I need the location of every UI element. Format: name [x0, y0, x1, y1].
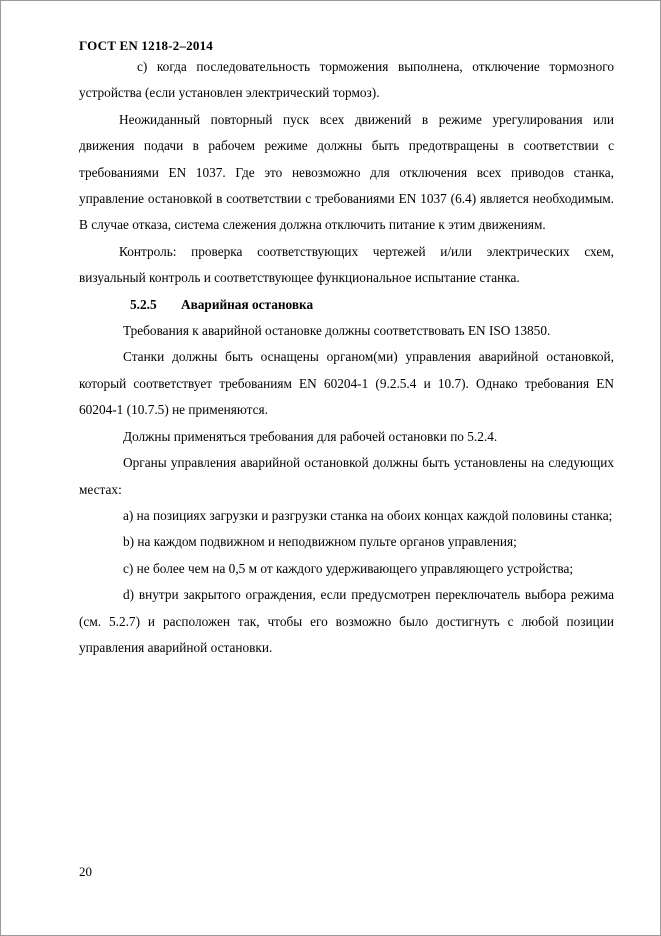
list-item: c) не более чем на 0,5 м от каждого удерживающего управляющего устройства;: [123, 560, 574, 576]
paragraph-locations-intro: Органы управления аварийной остановкой должны быть установлены на следующих местах:: [79, 455, 614, 497]
paragraph-requirements: Требования к аварийной остановке должны соответствовать EN ISO 13850.: [123, 323, 551, 339]
section-heading: [79, 292, 614, 318]
page-number: 20: [79, 864, 92, 879]
paragraph-verification: Контроль: проверка соответствующих чертежей и/или электрических схем, визуальный контроль и соответствующее функциональное испытание станка.: [79, 243, 614, 286]
section-title: Аварийная остановка: [181, 296, 314, 312]
paragraph-emergency-controls: Станки должны быть оснащены органом(ми) управления аварийной остановкой, который соответствует требованиям EN 60204-1 (9.2.5.4 и 10.7). Однако требования EN 60204-1 (10.7.5) не применяются.: [79, 349, 614, 418]
document-header: ГОСТ EN 1218-2–2014: [79, 38, 213, 53]
list-item: d) внутри закрытого ограждения, если предусмотрен переключатель выбора режима (см. 5.2.7) и расположен так, чтобы его возможно было достигнуть с любой позиции управления аварийной остановки.: [79, 587, 614, 655]
paragraph-restart-prevention: Неожиданный повторный пуск всех движений в режиме урегулирования или движения подачи в рабочем режиме должны быть предотвращены в соответствии с требованиями EN 1037. Где это невозможно для отключения всех приводов станка, управление остановкой в соответствии с требованиями EN 1037 (6.4) является необходимым. В случае отказа, система слежения должна отключить питание к этим движениям.: [79, 111, 614, 233]
paragraph-operating-stop: Должны применяться требования для рабочей остановки по 5.2.4.: [123, 428, 498, 444]
section-number: 5.2.5: [130, 296, 157, 312]
page-content: [79, 54, 614, 661]
list-item: a) на позициях загрузки и разгрузки станка на обоих концах каждой половины станка;: [123, 507, 613, 523]
paragraph-braking-c: с) когда последовательность торможения выполнена, отключение тормозного устройства (если установлен электрический тормоз).: [79, 59, 614, 101]
list-item: b) на каждом подвижном и неподвижном пульте органов управления;: [123, 534, 517, 550]
